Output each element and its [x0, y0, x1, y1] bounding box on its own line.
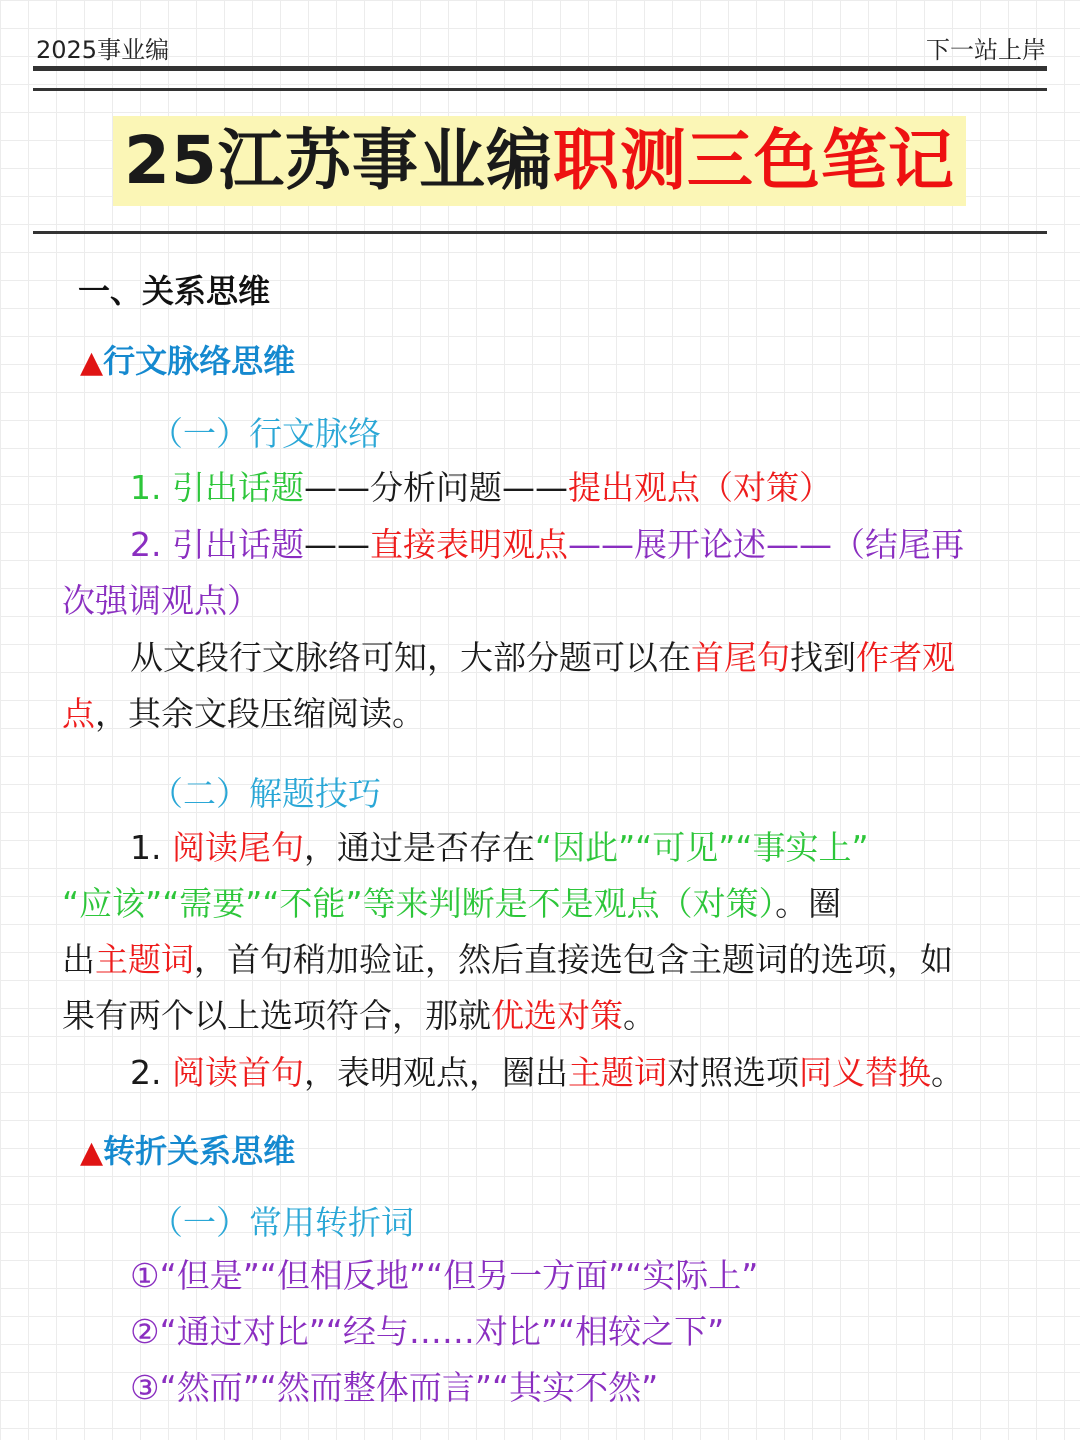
section-heading: 一、关系思维	[78, 272, 271, 310]
heading-writing-context: （一）行文脉络	[150, 414, 381, 453]
page-title	[124, 118, 955, 204]
triangle-icon: ▲	[80, 1135, 104, 1170]
context-item-2: 2. 引出话题——直接表明观点——展开论述——（结尾再	[130, 525, 964, 564]
transition-row-2	[130, 1304, 724, 1360]
heading-solving-tips: （二）解题技巧	[150, 774, 381, 813]
heading-transition-words: （一）常用转折词	[150, 1203, 414, 1242]
tip-2: 2. 阅读首句，表明观点，圈出主题词对照选项同义替换。	[130, 1053, 964, 1092]
row-words: “通过对比”“经与……对比”“相较之下”	[159, 1312, 725, 1351]
title-divider	[33, 231, 1047, 234]
context-item-2-cont: 次强调观点）	[62, 581, 260, 620]
subsection-heading-1	[80, 336, 295, 382]
subsection-heading-2	[80, 1126, 295, 1172]
title-part-black: 25江苏事业编	[124, 122, 553, 199]
header-left-text: 2025事业编	[36, 36, 170, 64]
tip-1: 1. 阅读尾句，通过是否存在“因此”“可见”“事实上” “应该”“需要”“不能”等来判断是不是观点（对策）。圈 出主题词，首句稍加验证，然后直接选包含主题词的选项，如 果有两个以上选项符合，那就优选对策。	[62, 828, 953, 1035]
transition-row-1	[130, 1248, 758, 1304]
header-divider-thin	[33, 88, 1047, 91]
header-right-text: 下一站上岸	[926, 36, 1046, 64]
subsection-heading-1-label: 行文脉络思维	[103, 342, 296, 380]
subsection-heading-2-label: 转折关系思维	[103, 1132, 296, 1170]
context-item-1: 1. 引出话题——分析问题——提出观点（对策）	[130, 468, 832, 507]
row-number: ③	[130, 1368, 160, 1407]
row-words: “然而”“然而整体而言”“其实不然”	[159, 1368, 659, 1407]
row-number: ①	[130, 1256, 160, 1295]
header-divider-thick	[33, 66, 1047, 71]
row-number: ②	[130, 1312, 160, 1351]
title-part-red: 职测三色笔记	[552, 122, 955, 199]
row-words: “但是”“但相反地”“但另一方面”“实际上”	[159, 1256, 759, 1295]
context-paragraph: 从文段行文脉络可知，大部分题可以在首尾句找到作者观 点，其余文段压缩阅读。	[62, 638, 955, 733]
transition-row-3	[130, 1360, 658, 1416]
triangle-icon: ▲	[80, 345, 104, 380]
